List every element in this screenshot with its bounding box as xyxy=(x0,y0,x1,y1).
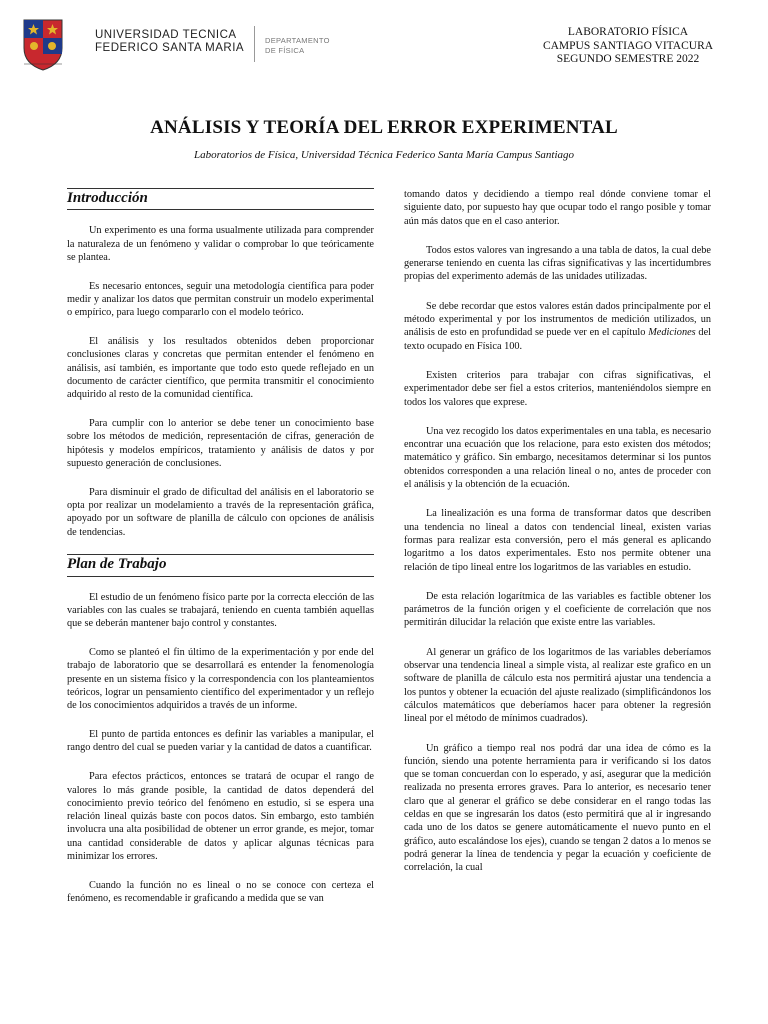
paragraph: Al generar un gráfico de los logaritmos de las variables deberíamos observar una tendencia lineal a simple vista, al realizar este grafico en un software de planilla de cálculo esta nos permitirá ajustar una tendencia a los puntos y obtener la ecuación del ajuste realizado (simplificándonos los cálculos matemáticos que deberíamos hacer para obtener la regresión lineal por el método de mínimos cuadrados). xyxy=(404,646,711,725)
paragraph: Para disminuir el grado de dificultad del análisis en el laboratorio se opta por realizar un modelamiento a través de la representación gráfica, apoyado por un software de planilla de cálculo con opciones de análisis de tendencias. xyxy=(67,486,374,538)
paragraph: El análisis y los resultados obtenidos deben proporcionar conclusiones claras y concretas que permitan entender el fenómeno en análisis, así también, es importante que todo esto quede reflejado en un documento de carácter científico, que permita transmitir el conocimiento adquirido al resto de la comunidad científica. xyxy=(67,336,374,401)
paragraph: Es necesario entonces, seguir una metodología científica para poder medir y analizar los datos que permitan construir un modelo experimental o empírico, para luego compararlo con el modelo teórico. xyxy=(67,280,374,319)
section-heading-introduccion: Introducción xyxy=(67,188,374,210)
paragraph: Cuando la función no es lineal o no se conoce con certeza el fenómeno, es recomendable ir graficando a medida que se van xyxy=(67,879,374,905)
lab-line-1: LABORATORIO FÍSICA xyxy=(567,26,689,38)
paragraph: Para cumplir con lo anterior se debe tener un conocimiento base sobre los métodos de medición, representación de cifras, generación de hipótesis y modelos empíricos, tratamiento y análisis de datos y por supuesto generación de conclusiones. xyxy=(67,418,374,469)
paragraph: Para efectos prácticos, entonces se tratará de ocupar el rango de valores lo más grande posible, la cantidad de datos dependerá del conocimiento previo teórico del fenómeno en estudio, si se espera una relación lineal quizás baste con pocos datos. Sin embargo, esto también involucra una alta posibilidad de obtener un error grande, es mejor, tomar una cantidad considerable de datos y aplicar algunas técnicas para minimizar los errores. xyxy=(67,771,374,862)
header-divider xyxy=(254,26,255,62)
text: del texto ocupado en Física 100. xyxy=(404,327,712,352)
text: Se debe recordar que estos valores están dados principalmente por el método experimental y por los instrumentos de medición utilizados, un análisis de esto en profundidad se puede ver en el capítulo xyxy=(404,300,711,339)
document-title: ANÁLISIS Y TEORÍA DEL ERROR EXPERIMENTAL xyxy=(150,117,618,138)
paragraph: El punto de partida entonces es definir las variables a manipular, el rango dentro del cual se pueden variar y la cantidad de datos a cuantificar. xyxy=(67,729,374,754)
left-column xyxy=(67,188,374,921)
paragraph: La linealización es una forma de transformar datos que describen una tendencia no lineal a datos con tendencial lineal, existen varias formas para realizar esta conversión, pero el más general es aplicando logaritmo a los datos experimentales. Esto nos permite obtener una relación de tipo lineal entre los logaritmos de las variables en estudio. xyxy=(404,508,711,573)
university-name xyxy=(95,29,244,55)
department-line-2: DE FÍSICA xyxy=(265,46,305,55)
paragraph: Como se planteó el fin último de la experimentación y por ende del trabajo de laboratorio que se desarrollará es entender la fenomenología presente en un sistema físico y la correspondencia con los planteamientos teóricos, lograr un pensamiento científico del experimentador y un reflejo de los conocimientos adquiridos a través de un informe. xyxy=(67,647,374,712)
lab-line-2: CAMPUS SANTIAGO VITACURA xyxy=(542,39,714,52)
paragraph: Una vez recogido los datos experimentales en una tabla, es necesario encontrar una ecuación que los relacione, para esto existen dos métodos; matemático y gráfico. Sin embargo, necesitamos determinar si los puntos obtenidos corresponden a una relación lineal o no, antes de proceder con el análisis y la obtención de la ecuación. xyxy=(404,425,711,491)
paragraph xyxy=(404,300,711,353)
paragraph: Un gráfico a tiempo real nos podrá dar una idea de cómo es la función, siendo una potente herramienta para ir verificando si los datos que se toman concuerdan con lo esperado, y así, asegurar que la medición realizada no presenta errores graves. Para lo anterior, es necesario tener claro que al generar el gráfico se debe considerar en el rango todas las celdas en que se ingresarán los datos (esto permitirá que al ir ingresando cada uno de los datos se genere automáticamente el nuevo punto en el gráfico, auto escalándose los ejes), cuando se tengan 2 datos a lo menos se podrá generar la línea de tendencia y pegar la ecuación y coeficiente de correlación, la cual xyxy=(404,742,711,874)
page-header xyxy=(0,0,768,80)
document-subtitle: Laboratorios de Física, Universidad Técnica Federico Santa María Campus Santiago xyxy=(193,149,575,161)
lab-info xyxy=(528,26,728,67)
department-line-1: DEPARTAMENTO xyxy=(265,36,330,45)
italic-reference: Mediciones xyxy=(648,327,696,339)
right-column xyxy=(404,188,711,890)
paragraph: Existen criterios para trabajar con cifras significativas, el experimentador debe ser fiel a estos criterios, manteniéndolos siempre en todos los valores que exprese. xyxy=(404,369,711,408)
department-name xyxy=(265,36,330,56)
university-line-2: FEDERICO SANTA MARIA xyxy=(95,42,245,54)
paragraph: Un experimento es una forma usualmente utilizada para comprender la naturaleza de un fenómeno y validar o comprobar lo que teóricamente se plantea. xyxy=(67,225,374,263)
university-shield-logo xyxy=(22,18,64,72)
paragraph: Todos estos valores van ingresando a una tabla de datos, la cual debe generarse teniendo en cuenta las cifras significativas y las incertidumbres propias del experimento además de las unidades utilizadas. xyxy=(404,244,711,283)
section-heading-plan-de-trabajo: Plan de Trabajo xyxy=(67,554,374,576)
paragraph: De esta relación logarítmica de las variables es factible obtener los parámetros de la función origen y el coeficiente de correlación que nos permitirán dilucidar la relación que existe entre las variables. xyxy=(404,590,711,629)
lab-line-3: SEGUNDO SEMESTRE 2022 xyxy=(556,53,700,65)
paragraph: El estudio de un fenómeno físico parte por la correcta elección de las variables con las cuales se trabajará, teniendo en cuenta también aquellas que se deberán mantener bajo control y constantes. xyxy=(67,591,374,630)
university-line-1: UNIVERSIDAD TECNICA xyxy=(95,29,237,41)
paragraph: tomando datos y decidiendo a tiempo real dónde conviene tomar el siguiente dato, por supuesto hay que ocupar todo el rango posible y tomar aún más datos que en el caso anterior. xyxy=(404,189,711,227)
